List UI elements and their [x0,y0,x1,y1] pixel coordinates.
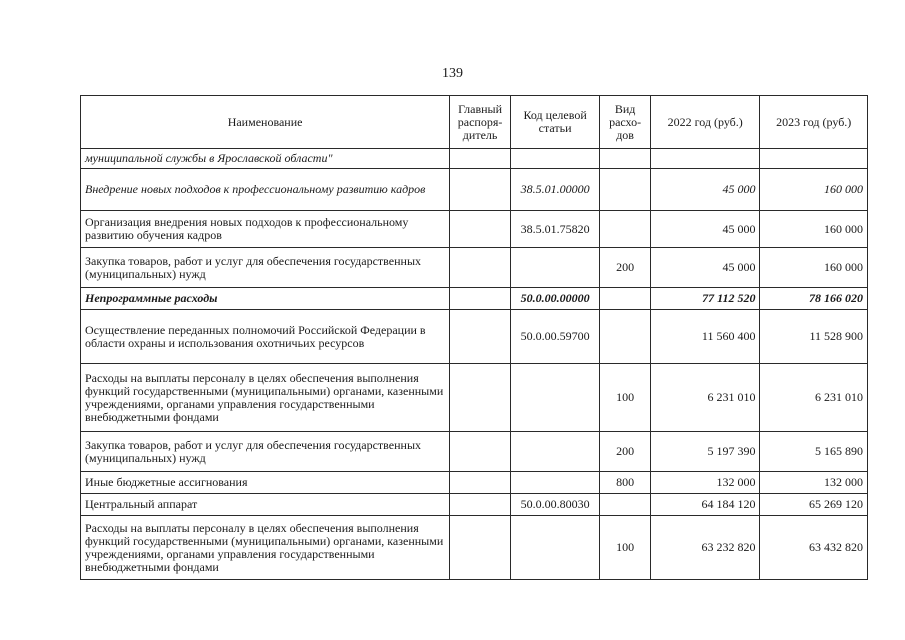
cell-kind [600,310,651,364]
cell-kind [600,288,651,310]
cell-2022: 45 000 [650,211,760,248]
cell-name: Закупка товаров, работ и услуг для обеспечения государственных (муниципальных) нужд [81,432,450,472]
cell-name: Расходы на выплаты персоналу в целях обеспечения выполнения функций государственными (муниципальными) органами, казенными учреждениями, органами управления государственными внебюджетными фондами [81,364,450,432]
cell-code: 50.0.00.59700 [511,310,600,364]
cell-manager [450,432,511,472]
cell-code: 50.0.00.80030 [511,494,600,516]
cell-kind [600,149,651,169]
cell-code: 38.5.01.75820 [511,211,600,248]
cell-kind: 100 [600,516,651,580]
cell-2022 [650,149,760,169]
table-row [81,494,868,516]
table-header-row [81,96,868,149]
cell-2023: 6 231 010 [760,364,868,432]
cell-2022: 11 560 400 [650,310,760,364]
header-2023: 2023 год (руб.) [760,96,868,149]
cell-name: Непрограммные расходы [81,288,450,310]
header-manager: Главный распоря-дитель [450,96,511,149]
cell-2023: 11 528 900 [760,310,868,364]
cell-code [511,432,600,472]
cell-name: муниципальной службы в Ярославской области" [81,149,450,169]
table-row [81,288,868,310]
cell-code [511,472,600,494]
table-row [81,516,868,580]
table-row [81,310,868,364]
table-row [81,211,868,248]
table-row [81,169,868,211]
cell-kind [600,211,651,248]
cell-code [511,364,600,432]
cell-2022: 45 000 [650,169,760,211]
table-row [81,149,868,169]
cell-2023: 132 000 [760,472,868,494]
cell-manager [450,310,511,364]
cell-2022: 5 197 390 [650,432,760,472]
cell-manager [450,169,511,211]
cell-2022: 64 184 120 [650,494,760,516]
cell-manager [450,211,511,248]
cell-name: Осуществление переданных полномочий Российской Федерации в области охраны и использования охотничьих ресурсов [81,310,450,364]
cell-name: Закупка товаров, работ и услуг для обеспечения государственных (муниципальных) нужд [81,248,450,288]
cell-code [511,149,600,169]
cell-2022: 132 000 [650,472,760,494]
cell-2023 [760,149,868,169]
cell-kind [600,169,651,211]
cell-manager [450,472,511,494]
cell-2022: 77 112 520 [650,288,760,310]
cell-kind: 200 [600,248,651,288]
cell-2023: 63 432 820 [760,516,868,580]
header-code: Код целевой статьи [511,96,600,149]
table-row [81,248,868,288]
cell-manager [450,364,511,432]
cell-2022: 45 000 [650,248,760,288]
cell-kind: 100 [600,364,651,432]
header-2022: 2022 год (руб.) [650,96,760,149]
cell-name: Центральный аппарат [81,494,450,516]
cell-manager [450,516,511,580]
cell-name: Расходы на выплаты персоналу в целях обеспечения выполнения функций государственными (муниципальными) органами, казенными учреждениями, органами управления государственными внебюджетными фондами [81,516,450,580]
cell-2023: 160 000 [760,248,868,288]
page-number: 139 [442,66,463,81]
cell-name: Иные бюджетные ассигнования [81,472,450,494]
table-row [81,432,868,472]
cell-manager [450,288,511,310]
cell-code: 50.0.00.00000 [511,288,600,310]
table-row [81,364,868,432]
header-name: Наименование [81,96,450,149]
cell-2022: 6 231 010 [650,364,760,432]
cell-code [511,516,600,580]
cell-2023: 160 000 [760,169,868,211]
cell-manager [450,494,511,516]
cell-name: Организация внедрения новых подходов к профессиональному развитию обучения кадров [81,211,450,248]
cell-kind: 800 [600,472,651,494]
cell-code: 38.5.01.00000 [511,169,600,211]
header-kind: Вид расхо-дов [600,96,651,149]
budget-table [80,95,868,580]
cell-kind [600,494,651,516]
cell-2023: 5 165 890 [760,432,868,472]
cell-2023: 78 166 020 [760,288,868,310]
cell-2023: 160 000 [760,211,868,248]
table-row [81,472,868,494]
cell-code [511,248,600,288]
cell-2023: 65 269 120 [760,494,868,516]
cell-kind: 200 [600,432,651,472]
cell-2022: 63 232 820 [650,516,760,580]
cell-manager [450,248,511,288]
cell-name: Внедрение новых подходов к профессиональному развитию кадров [81,169,450,211]
cell-manager [450,149,511,169]
